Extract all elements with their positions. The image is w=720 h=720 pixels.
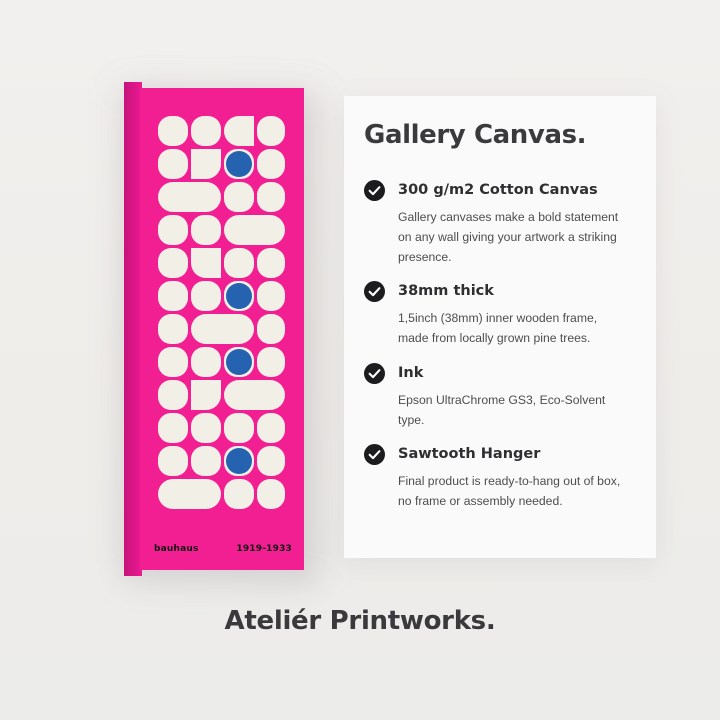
feature-description: 1,5inch (38mm) inner wooden frame, made from locally grown pine trees.: [398, 311, 598, 346]
feature-description: Gallery canvases make a bold statement on any wall giving your artwork a striking presence.: [398, 210, 619, 264]
feature-item-thickness: [364, 281, 630, 349]
page-title: Gallery Canvas.: [364, 120, 587, 150]
feature-title: 38mm thick: [398, 283, 494, 300]
feature-item-sawtooth-hanger: [364, 444, 630, 512]
gallery-canvas-product: [124, 82, 304, 576]
feature-item-ink: [364, 363, 630, 431]
check-circle-icon: [364, 180, 385, 201]
check-circle-icon: [364, 444, 385, 465]
brand-footer: Ateliér Printworks.: [224, 606, 496, 636]
poster-years-label: 1919-1933: [236, 544, 292, 554]
feature-list: [364, 180, 630, 526]
canvas-front-face: [140, 88, 304, 570]
feature-item-cotton-canvas: [364, 180, 630, 267]
feature-title: 300 g/m2 Cotton Canvas: [398, 182, 598, 198]
feature-description: Final product is ready-to-hang out of box, no frame or assembly needed.: [398, 474, 621, 509]
poster-brand-label: bauhaus: [154, 544, 199, 554]
feature-title: Ink: [398, 364, 424, 381]
feature-title: Sawtooth Hanger: [398, 446, 541, 463]
bauhaus-poster-artwork: [140, 88, 304, 570]
feature-description: Epson UltraChrome GS3, Eco-Solvent type.: [398, 392, 606, 427]
check-circle-icon: [364, 363, 385, 384]
check-circle-icon: [364, 281, 385, 302]
